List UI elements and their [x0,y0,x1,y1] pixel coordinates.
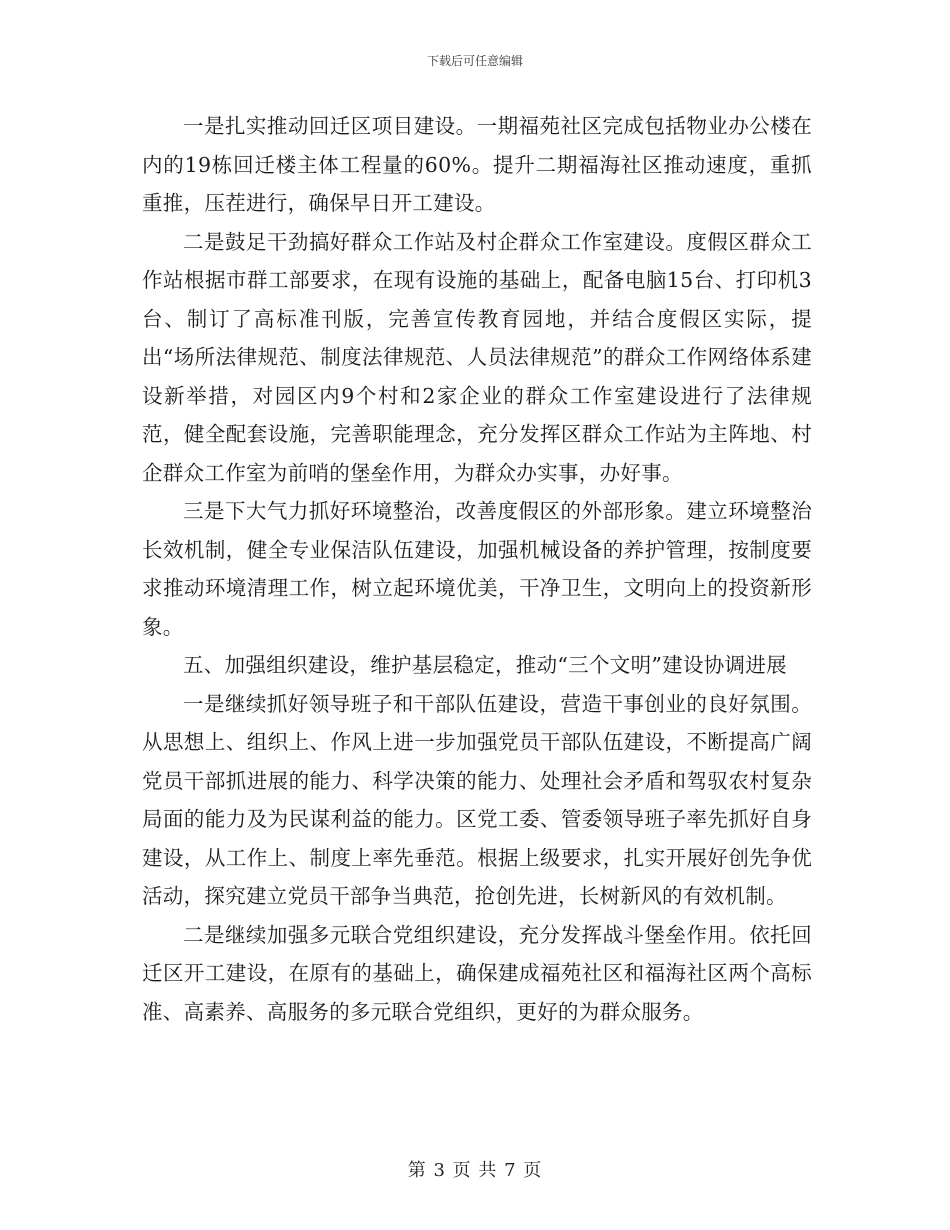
page-header: 下载后可任意编辑 [426,54,523,68]
paragraph-relocation-project: 一是扎实推动回迁区项目建设。一期福苑社区完成包括物业办公楼在内的19栋回迁楼主体工程量的60%。提升二期福海社区推动速度，重抓重推，压茬进行，确保早日开工建设。 [142,114,812,215]
section-heading-organization: 五、加强组织建设，维护基层稳定，推动“三个文明”建设协调进展 [183,653,787,677]
page-number: 第 3 页 共 7 页 [407,1160,543,1181]
paragraph-party-organization: 二是继续加强多元联合党组织建设，充分发挥战斗堡垒作用。依托回迁区开工建设，在原有的基础上，确保建成福苑社区和福海社区两个高标准、高素养、高服务的多元联合党组织，更好的为群众服务。 [142,922,812,1024]
document-body [142,107,812,1031]
paragraph-mass-work-station: 二是鼓足干劲搞好群众工作站及村企群众工作室建设。度假区群众工作站根据市群工部要求，在现有设施的基础上，配备电脑15台、打印机3台、制订了高标准刊版，完善宣传教育园地，并结合度假区实际，提出“场所法律规范、制度法律规范、人员法律规范”的群众工作网络体系建设新举措，对园区内9个村和2家企业的群众工作室建设进行了法律规范，健全配套设施，完善职能理念，充分发挥区群众工作站为主阵地、村企群众工作室为前哨的堡垒作用，为群众办实事，办好事。 [142,229,812,485]
paragraph-leadership: 一是继续抓好领导班子和干部队伍建设，营造干事创业的良好氛围。从思想上、组织上、作风上进一步加强党员干部队伍建设，不断提高广阔党员干部抓进展的能力、科学决策的能力、处理社会矛盾和驾驭农村复杂局面的能力及为民谋利益的能力。区党工委、管委领导班子率先抓好自身建设，从工作上、制度上率先垂范。根据上级要求，扎实开展好创先争优活动，探究建立党员干部争当典范，抢创先进，长树新风的有效机制。 [142,691,812,908]
paragraph-environment: 三是下大气力抓好环境整治，改善度假区的外部形象。建立环境整治长效机制，健全专业保洁队伍建设，加强机械设备的养护管理，按制度要求推动环境清理工作，树立起环境优美，干净卫生，文明向上的投资新形象。 [142,499,812,639]
